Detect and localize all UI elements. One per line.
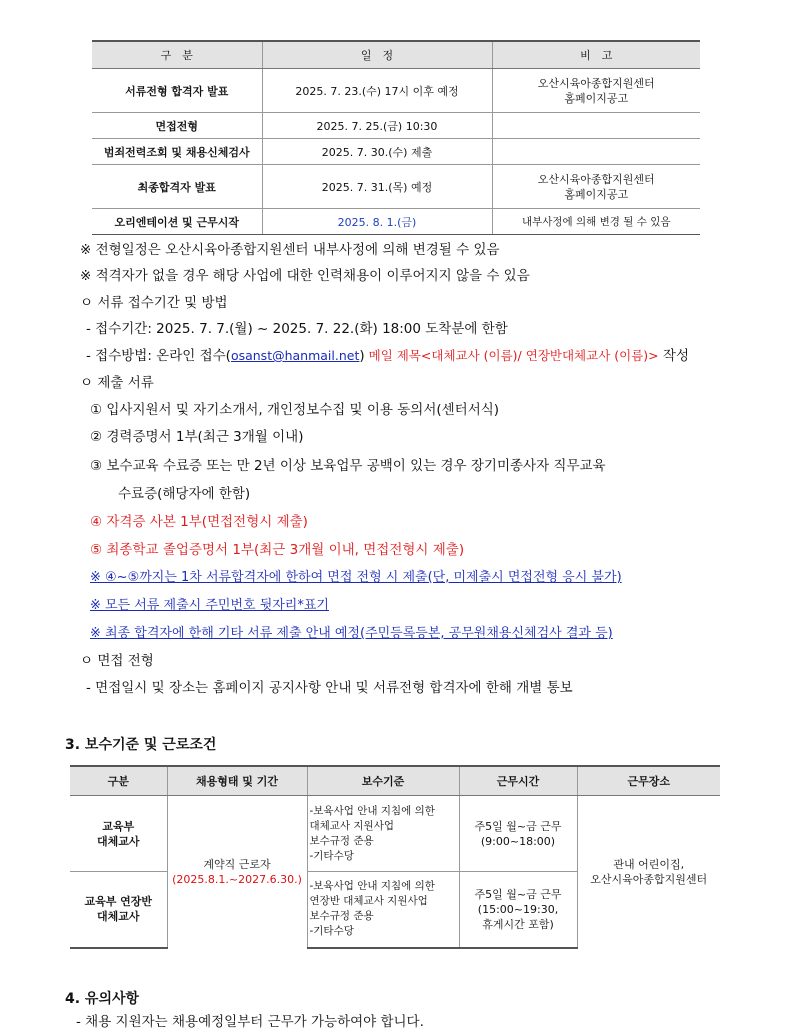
salary-employment-cell bbox=[167, 796, 307, 948]
schedule-row-date: 2025. 8. 1.(금) bbox=[262, 209, 492, 235]
schedule-row bbox=[92, 209, 700, 235]
note-schedule-change: ※ 전형일정은 오산시육아종합지원센터 내부사정에 의해 변경될 수 있음 bbox=[80, 242, 500, 258]
document-item-3: ③ 보수교육 수료증 또는 만 2년 이상 보육업무 공백이 있는 경우 장기미종사자 직무교육 bbox=[90, 458, 606, 474]
salary-row-category: 교육부 연장반 대체교사 bbox=[70, 872, 167, 948]
schedule-row-label: 서류전형 합격자 발표 bbox=[92, 69, 262, 113]
salary-header-category: 구분 bbox=[70, 766, 167, 796]
schedule-row-date: 2025. 7. 31.(목) 예정 bbox=[262, 165, 492, 209]
schedule-row-note bbox=[492, 113, 700, 139]
salary-location-cell: 관내 어린이집, 오산시육아종합지원센터 bbox=[577, 796, 720, 948]
schedule-header-date: 일 정 bbox=[262, 41, 492, 69]
schedule-row-label: 면접전형 bbox=[92, 113, 262, 139]
document-item-4: ④ 자격증 사본 1부(면접전형시 제출) bbox=[90, 514, 308, 530]
schedule-row-note: 오산시육아종합지원센터 홈페이지공고 bbox=[492, 69, 700, 113]
schedule-row bbox=[92, 165, 700, 209]
document-item-1: ① 입사지원서 및 자기소개서, 개인정보수집 및 이용 동의서(센터서식) bbox=[90, 402, 500, 418]
schedule-row-label: 최종합격자 발표 bbox=[92, 165, 262, 209]
application-heading: ㅇ 서류 접수기간 및 방법 bbox=[80, 295, 228, 311]
schedule-header-category: 구 분 bbox=[92, 41, 262, 69]
document-item-5: ⑤ 최종학교 졸업증명서 1부(최근 3개월 이내, 면접전형시 제출) bbox=[90, 542, 465, 558]
salary-row bbox=[70, 796, 720, 872]
schedule-row-note: 오산시육아종합지원센터 홈페이지공고 bbox=[492, 165, 700, 209]
salary-row-hours: 주5일 월~금 근무 (15:00~19:30, 휴게시간 포함) bbox=[459, 872, 577, 948]
schedule-row bbox=[92, 69, 700, 113]
schedule-row-date: 2025. 7. 30.(수) 제출 bbox=[262, 139, 492, 165]
salary-employment-period: (2025.8.1.~2027.6.30.) bbox=[172, 872, 302, 886]
schedule-row-note bbox=[492, 139, 700, 165]
schedule-header-row bbox=[92, 41, 700, 69]
schedule-row-date: 2025. 7. 23.(수) 17시 이후 예정 bbox=[262, 69, 492, 113]
salary-table bbox=[70, 765, 720, 949]
schedule-row-date: 2025. 7. 25.(금) 10:30 bbox=[262, 113, 492, 139]
schedule-row bbox=[92, 113, 700, 139]
schedule-row-label: 범죄전력조회 및 채용신체검사 bbox=[92, 139, 262, 165]
salary-header-pay: 보수기준 bbox=[307, 766, 459, 796]
document-item-3-cont: 수료증(해당자에 한함) bbox=[118, 486, 251, 502]
salary-row-pay: -보육사업 안내 지침에 의한 대체교사 지원사업 보수규정 준용 -기타수당 bbox=[307, 796, 459, 872]
application-email-link[interactable]: osanst@hanmail.net bbox=[230, 348, 360, 363]
application-period: - 접수기간: 2025. 7. 7.(월) ~ 2025. 7. 22.(화) 18:00 도착분에 한함 bbox=[86, 321, 508, 337]
schedule-table bbox=[92, 40, 700, 235]
salary-header-row bbox=[70, 766, 720, 796]
salary-row-pay: -보육사업 안내 지침에 의한 연장반 대체교사 지원사업 보수규정 준용 -기타수당 bbox=[307, 872, 459, 948]
application-method-close: ) bbox=[359, 348, 365, 364]
documents-bullet-final: ※ 최종 합격자에 한해 기타 서류 제출 안내 예정(주민등록등본, 공무원채용신체검사 결과 등) bbox=[90, 626, 613, 641]
schedule-row-label: 오리엔테이션 및 근무시작 bbox=[92, 209, 262, 235]
schedule-header-note: 비 고 bbox=[492, 41, 700, 69]
interview-heading: ㅇ 면접 전형 bbox=[80, 653, 154, 669]
salary-header-employment: 채용형태 및 기간 bbox=[167, 766, 307, 796]
section4-line-1: - 채용 지원자는 채용예정일부터 근무가 가능하여야 합니다. bbox=[76, 1014, 424, 1030]
schedule-row bbox=[92, 139, 700, 165]
interview-detail: - 면접일시 및 장소는 홈페이지 공지사항 안내 및 서류전형 합격자에 한해 개별 통보 bbox=[86, 680, 573, 696]
application-mail-subject: 메일 제목<대체교사 (이름)/ 연장반대체교사 (이름)> bbox=[364, 348, 659, 363]
documents-bullet-id-number: ※ 모든 서류 제출시 주민번호 뒷자리*표기 bbox=[90, 598, 329, 613]
section4-title: 4. 유의사항 bbox=[65, 991, 140, 1007]
document-item-2: ② 경력증명서 1부(최근 3개월 이내) bbox=[90, 429, 304, 445]
salary-header-hours: 근무시간 bbox=[459, 766, 577, 796]
salary-header-location: 근무장소 bbox=[577, 766, 720, 796]
application-method-suffix: 작성 bbox=[658, 348, 689, 364]
salary-row-hours: 주5일 월~금 근무 (9:00~18:00) bbox=[459, 796, 577, 872]
salary-row-category: 교육부 대체교사 bbox=[70, 796, 167, 872]
section3-title: 3. 보수기준 및 근로조건 bbox=[65, 737, 217, 753]
application-method bbox=[86, 346, 689, 366]
application-method-prefix: - 접수방법: 온라인 접수( bbox=[86, 348, 231, 364]
salary-employment-type: 계약직 근로자 bbox=[203, 857, 271, 871]
note-no-qualified: ※ 적격자가 없을 경우 해당 사업에 대한 인력채용이 이루어지지 않을 수 있음 bbox=[80, 268, 530, 284]
documents-bullet-submission: ※ ④~⑤까지는 1차 서류합격자에 한하여 면접 전형 시 제출(단, 미제출시 면접전형 응시 불가) bbox=[90, 570, 622, 585]
schedule-row-note: 내부사정에 의해 변경 될 수 있음 bbox=[492, 209, 700, 235]
documents-heading: ㅇ 제출 서류 bbox=[80, 375, 154, 391]
